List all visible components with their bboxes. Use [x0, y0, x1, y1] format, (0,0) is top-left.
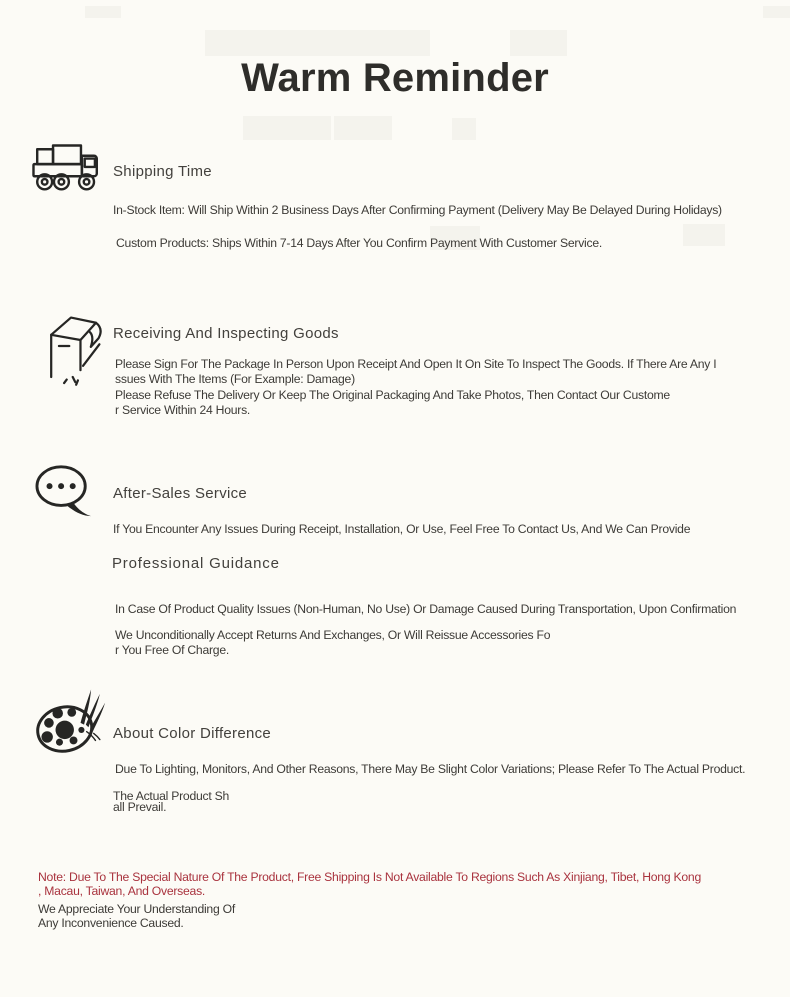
text-line: Any Inconvenience Caused.: [38, 916, 184, 930]
watermark-block: [243, 116, 331, 140]
text-line: In-Stock Item: Will Ship Within 2 Business Days After Confirming Payment (Delivery May Be Delayed During Holidays): [113, 203, 722, 217]
text-line: all Prevail.: [113, 800, 167, 815]
note-highlight: [38, 870, 701, 898]
box-icon: [40, 306, 102, 386]
truck-icon: [28, 139, 106, 193]
after-sales-subheading: Professional Guidance: [112, 555, 280, 572]
note-regular: [38, 902, 235, 930]
text-line: If You Encounter Any Issues During Receipt, Installation, Or Use, Feel Free To Contact Us, And We Can Provide: [113, 522, 691, 536]
chat-bubble-icon: [33, 462, 95, 518]
watermark-block: [763, 6, 790, 18]
watermark-block: [683, 224, 725, 246]
watermark-block: [510, 30, 567, 56]
after-sales-paragraph-2: [115, 602, 736, 617]
text-line: Please Refuse The Delivery Or Keep The Original Packaging And Take Photos, Then Contact Our Custome: [115, 388, 670, 402]
text-line: Due To Lighting, Monitors, And Other Reasons, There May Be Slight Color Variations; Please Refer To The Actual Product.: [115, 762, 746, 776]
text-line: Note: Due To The Special Nature Of The Product, Free Shipping Is Not Available To Regions Such As Xinjiang, Tibet, Hong Kong: [38, 870, 701, 884]
after-sales-paragraph-3: [115, 628, 550, 657]
section-heading-color-difference: About Color Difference: [113, 725, 272, 742]
page-title: Warm Reminder: [241, 56, 549, 100]
watermark-block: [452, 118, 476, 140]
text-line: In Case Of Product Quality Issues (Non-Human, No Use) Or Damage Caused During Transportation, Upon Confirmation: [115, 602, 737, 616]
text-line: Custom Products: Ships Within 7-14 Days After You Confirm Payment With Customer Service.: [116, 236, 603, 250]
text-line: We Appreciate Your Understanding Of: [38, 902, 235, 916]
shipping-paragraph-1: [113, 203, 722, 218]
text-line: ssues With The Items (For Example: Damage): [115, 371, 355, 386]
text-line: Please Sign For The Package In Person Upon Receipt And Open It On Site To Inspect The Goods. If There Are Any I: [115, 357, 717, 371]
after-sales-paragraph-1: [113, 522, 690, 537]
text-line: r Service Within 24 Hours.: [115, 402, 251, 417]
palette-icon: [30, 686, 110, 758]
section-heading-shipping-time: Shipping Time: [113, 163, 212, 180]
text-line: The Actual Product Sh: [113, 789, 230, 803]
receiving-paragraph-1: [115, 357, 716, 386]
watermark-block: [85, 6, 121, 18]
text-line: , Macau, Taiwan, And Overseas.: [38, 884, 206, 898]
color-paragraph-2: [113, 791, 229, 813]
section-heading-after-sales: After-Sales Service: [113, 485, 248, 502]
text-line: We Unconditionally Accept Returns And Exchanges, Or Will Reissue Accessories Fo: [115, 628, 551, 642]
watermark-block: [334, 116, 392, 140]
text-line: r You Free Of Charge.: [115, 642, 229, 657]
shipping-paragraph-2: [116, 236, 602, 251]
color-paragraph-1: [115, 762, 745, 777]
watermark-block: [205, 30, 430, 56]
section-heading-receiving: Receiving And Inspecting Goods: [113, 325, 339, 342]
receiving-paragraph-2: [115, 388, 670, 417]
